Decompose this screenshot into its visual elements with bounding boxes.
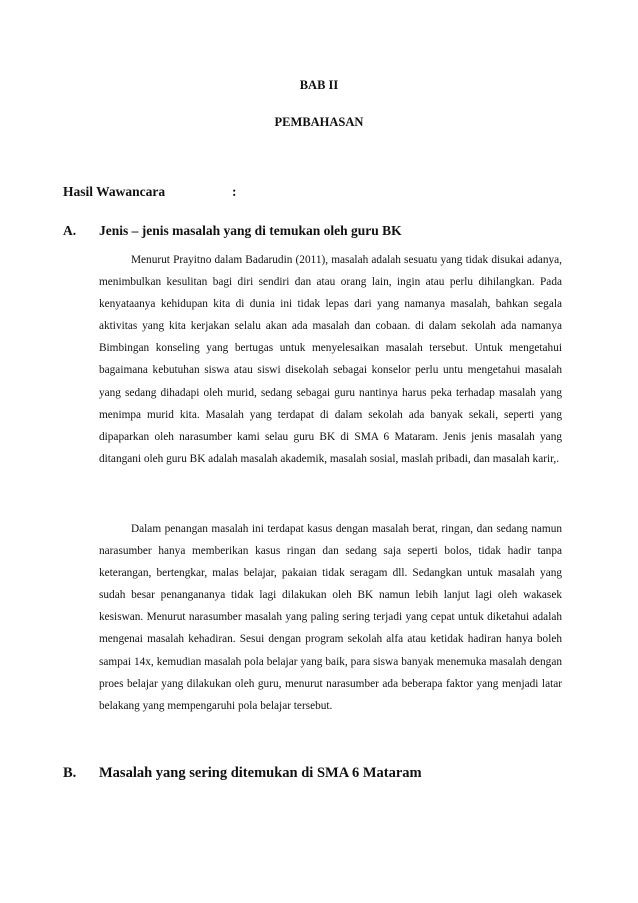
interview-heading-colon: : (232, 184, 237, 199)
chapter-subtitle: PEMBAHASAN (274, 115, 364, 129)
section-a-paragraph-1: Menurut Prayitno dalam Badarudin (2011), masalah adalah sesuatu yang tidak disukai adanya, menimbulkan kesulitan bagi diri sendiri dan atau orang lain, ingin atau perlu dihilangkan. Pada kenyataanya kehidupan kita di dunia ini tidak lepas dari yang namanya masalah, bahkan segala aktivitas yang kita kerjakan selalu akan ada masalah dan cobaan. di dalam sekolah ada namanya Bimbingan konseling yang bertugas untuk menyelesaikan masalah tersebut. Untuk mengetahui bagaimana kebutuhan siswa atau siswi disekolah sebagai konselor perlu untu mengetahui masalah yang sedang dihadapi oleh murid, sedang sebagai guru nantinya harus peka terhadap masalah yang menimpa murid kita. Masalah yang terdapat di dalam sekolah ada banyak sekali, seperti yang dipaparkan oleh narasumber kami selau guru BK di SMA 6 Mataram. Jenis jenis masalah yang ditangani oleh guru BK adalah masalah akademik, masalah sosial, maslah pribadi, dan masalah karir,. (99, 254, 562, 465)
interview-heading: Hasil Wawancara (63, 184, 166, 199)
section-a-letter: A. (63, 223, 77, 238)
chapter-title: BAB II (299, 78, 339, 92)
section-a-title: Jenis – jenis masalah yang di temukan oleh guru BK (99, 223, 402, 238)
section-b-title: Masalah yang sering ditemukan di SMA 6 Mataram (99, 765, 422, 781)
section-a-paragraph-2: Dalam penangan masalah ini terdapat kasus dengan masalah berat, ringan, dan sedang namun narasumber hanya memberikan kasus ringan dan sedang saja seperti bolos, tidak hadir tanpa keterangan, bertengkar, malas belajar, pakaian tidak seragam dll. Sedangkan untuk masalah yang sudah besar penangananya tidak lagi dilakukan oleh BK namun lebih lanjut lagi oleh wakasek kesiswan. Menurut narasumber masalah yang paling sering terjadi yang cepat untuk diketahui adalah mengenai masalah kehadiran. Sesui dengan program sekolah alfa atau ketidak hadiran hanya boleh sampai 14x, kemudian masalah pola belajar yang baik, para siswa banyak menemuka masalah dengan proes belajar yang dilakukan oleh guru, menurut narasumber ada beberapa faktor yang menjadi latar belakang yang mempengaruhi pola belajar tersebut. (99, 523, 562, 712)
section-b-letter: B. (63, 765, 77, 781)
